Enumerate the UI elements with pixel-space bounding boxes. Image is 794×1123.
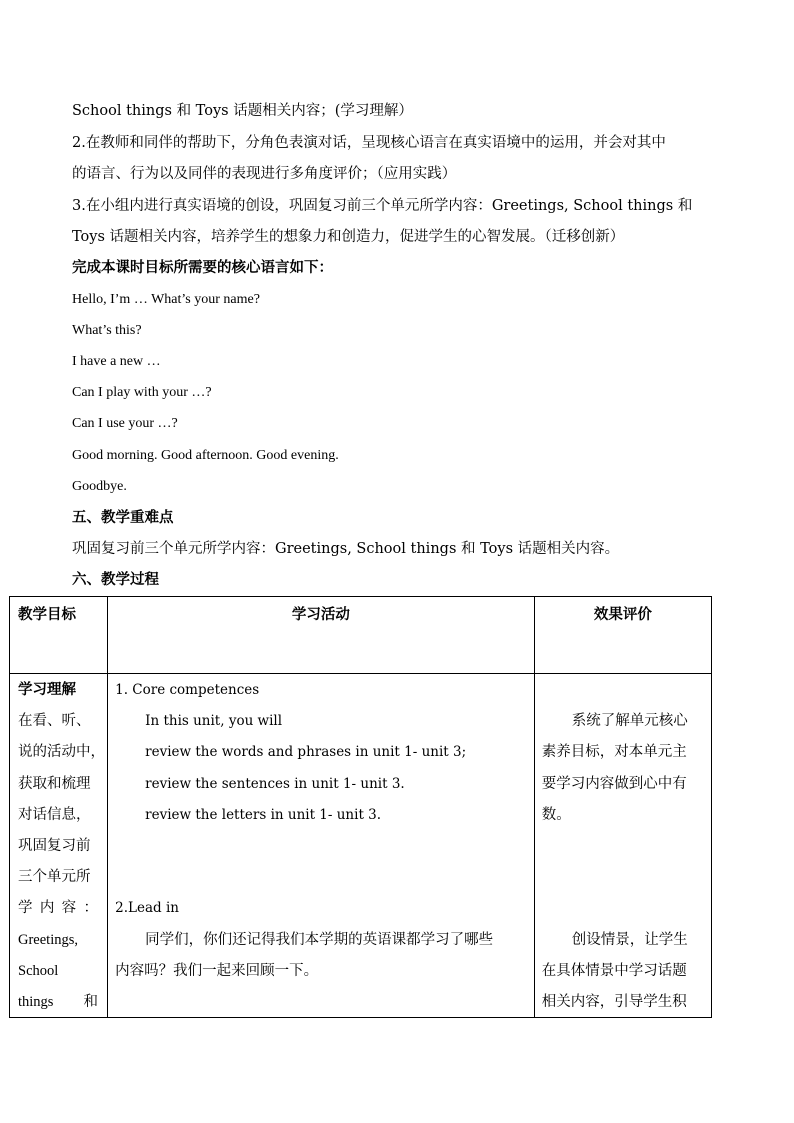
intro-line-2: 2.在教师和同伴的帮助下，分角色表演对话，呈现核心语言在真实语境中的运用，并会对其中 [72, 135, 666, 151]
evaluation-line: 系统了解单元核心 [571, 713, 688, 729]
goal-line: 在看、听、 [18, 713, 91, 729]
goal-char: 容 [61, 900, 77, 916]
evaluation-line: 要学习内容做到心中有 [541, 776, 687, 792]
activity-item-2-line: 内容吗？我们一起来回顾一下。 [115, 963, 319, 979]
core-language-line: Can I use your …? [72, 416, 178, 431]
core-language-line: Goodbye. [72, 479, 127, 494]
evaluation-line: 相关内容，引导学生积 [541, 994, 687, 1010]
intro-line-4: 3.在小组内进行真实语境的创设，巩固复习前三个单元所学内容：Greetings, School things 和 [72, 198, 693, 214]
activity-item-2-line: 同学们，你们还记得我们本学期的英语课都学习了哪些 [145, 932, 494, 948]
goal-word: things [18, 994, 54, 1010]
core-language-line: I have a new … [72, 354, 161, 369]
evaluation-line: 在具体情景中学习话题 [541, 963, 687, 979]
activity-item-1-line: review the sentences in unit 1- unit 3. [145, 776, 405, 792]
goal-line: 巩固复习前 [18, 838, 91, 854]
activity-cell [108, 674, 535, 1018]
activity-item-1-title: 1. Core competences [115, 682, 260, 698]
goal-line: 三个单元所 [18, 869, 91, 885]
goal-last-line [18, 992, 98, 1012]
evaluation-cell [534, 674, 711, 1018]
table-header-row [10, 597, 712, 674]
goal-cell [10, 674, 108, 1018]
section-5-text: 巩固复习前三个单元所学内容：Greetings, School things 和 Toys 话题相关内容。 [72, 541, 620, 557]
section-5-heading: 五、教学重难点 [72, 509, 174, 526]
header-learning-activity: 学习活动 [108, 597, 535, 674]
goal-word: 和 [83, 994, 98, 1010]
evaluation-line: 创设情景，让学生 [571, 932, 688, 948]
goal-line: 说的活动中， [18, 744, 105, 760]
goal-char: 内 [39, 900, 55, 916]
goal-line: 获取和梳理 [18, 776, 91, 792]
header-teaching-goal: 教学目标 [10, 597, 108, 674]
goal-line: School [18, 963, 59, 979]
activity-item-1-line: review the words and phrases in unit 1- unit 3; [145, 744, 467, 760]
intro-line-1: School things 和 Toys 话题相关内容；(学习理解） [72, 103, 413, 119]
core-language-line: Can I play with your …? [72, 385, 212, 400]
activity-item-1-line: review the letters in unit 1- unit 3. [145, 807, 382, 823]
core-language-heading: 完成本课时目标所需要的核心语言如下： [72, 259, 333, 276]
core-language-line: Hello, I’m … What’s your name? [72, 292, 260, 307]
evaluation-line: 数。 [541, 807, 571, 823]
evaluation-line: 素养目标，对本单元主 [541, 744, 687, 760]
activity-item-2-title: 2.Lead in [115, 900, 179, 916]
section-6-heading: 六、教学过程 [72, 571, 159, 588]
intro-line-5: Toys 话题相关内容，培养学生的想象力和创造力，促进学生的心智发展。（迁移创新） [72, 229, 625, 245]
teaching-process-table [9, 596, 712, 1018]
goal-char: 学 [18, 900, 33, 916]
activity-item-1-line: In this unit, you will [145, 713, 283, 729]
header-effect-evaluation: 效果评价 [534, 597, 711, 674]
goal-line: 对话信息， [18, 807, 91, 823]
core-language-line: Good morning. Good afternoon. Good evening. [72, 448, 339, 463]
intro-line-3: 的语言、行为以及同伴的表现进行多角度评价；（应用实践） [72, 166, 457, 182]
core-language-line: What’s this? [72, 323, 142, 338]
goal-line: Greetings, [18, 932, 78, 948]
table-row [10, 674, 712, 1018]
goal-title: 学习理解 [18, 681, 76, 698]
goal-spaced-line [18, 898, 98, 918]
goal-char: ： [83, 900, 98, 916]
